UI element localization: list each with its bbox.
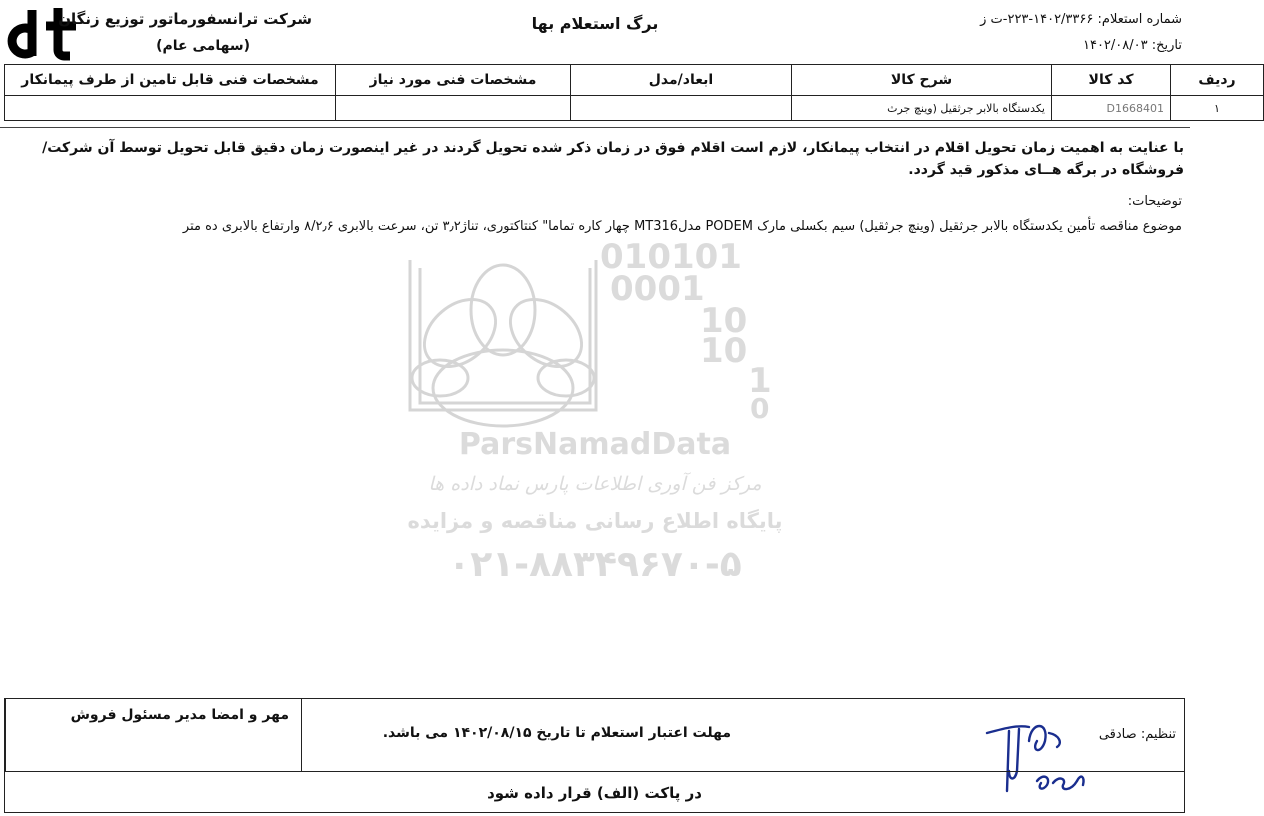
- inquiry-date: [1083, 38, 1182, 53]
- inquiry-number: [980, 12, 1182, 27]
- prepared-by: [1099, 727, 1176, 742]
- items-table: [4, 64, 1264, 121]
- section-divider: [0, 127, 1190, 128]
- watermark-brand: ParsNamadData: [458, 427, 732, 462]
- col-row-number: ردیف: [1171, 65, 1264, 96]
- validity-cell: [301, 699, 839, 771]
- watermark-line1: مرکز فن آوری اطلاعات پارس نماد داده ها: [428, 473, 762, 495]
- watermark-binary-2: 0001: [610, 269, 705, 309]
- cell-required-specs: [336, 96, 571, 121]
- cell-description: یکدستگاه بالابر جرثقیل (وینچ جرث: [792, 96, 1052, 121]
- col-description: شرح کالا: [792, 65, 1052, 96]
- inquiry-date-value: ۱۴۰۲/۰۸/۰۳: [1082, 38, 1148, 53]
- envelope-instruction: در پاکت (الف) قرار داده شود: [5, 771, 1184, 813]
- watermark-binary-6: 0: [750, 392, 770, 425]
- inquiry-date-label: تاریخ:: [1151, 38, 1182, 53]
- watermark-line2: پایگاه اطلاع رسانی مناقصه و مزایده: [407, 509, 783, 533]
- cell-dimensions: [571, 96, 792, 121]
- validity-text: مهلت اعتبار استعلام تا تاریخ ۱۴۰۲/۰۸/۱۵ می باشد.: [382, 725, 731, 741]
- stamp-label: مهر و امضا مدیر مسئول فروش: [70, 707, 289, 723]
- watermark-phone: ۰۲۱-۸۸۳۴۹۶۷۰-۵: [448, 544, 742, 585]
- col-required-specs: مشخصات فنی مورد نیاز: [336, 65, 571, 96]
- table-row: [5, 96, 1264, 121]
- col-item-code: کد کالا: [1052, 65, 1171, 96]
- table-header-row: [5, 65, 1264, 96]
- prepared-by-name: صادقی: [1098, 727, 1137, 742]
- watermark-binary-1: 010101: [600, 237, 742, 277]
- inquiry-number-label: شماره استعلام:: [1097, 12, 1182, 27]
- col-supplier-specs: مشخصات فنی قابل تامین از طرف پیمانکار: [5, 65, 336, 96]
- watermark: [400, 238, 790, 588]
- company-type: (سهامی عام): [156, 38, 250, 54]
- cell-supplier-specs: [5, 96, 336, 121]
- cell-item-code: D1668401: [1052, 96, 1171, 121]
- watermark-binary-3: 10: [700, 301, 748, 341]
- prepared-by-label: تنظیم:: [1140, 727, 1176, 742]
- form-title: برگ استعلام بها: [531, 14, 659, 33]
- prepared-by-cell: [839, 699, 1184, 771]
- cell-row-number: ۱: [1171, 96, 1264, 121]
- description-text: موضوع مناقصه تأمین یکدستگاه بالابر جرثقیل (وینچ جرثقیل) سیم بکسلی مارک PODEM مدلMT316 چهار کاره تماما" کنتاکتوری، تناژ۳٫۲ تن، سرعت بالابری ۸/۲٫۶ وارتفاع بالابری ده متر: [182, 219, 1182, 234]
- company-name: شرکت ترانسفورماتور توزیع زنگان: [58, 10, 312, 28]
- delivery-notice: با عنایت به اهمیت زمان تحویل اقلام در انتخاب پیمانکار، لازم است اقلام فوق در زمان ذکر شده تحویل گردند در غیر اینصورت زمان دقیق قابل تحویل توسط آن شرکت/فروشگاه در برگه هــای مذکور قید گردد.: [42, 140, 1184, 178]
- footer-box: [4, 698, 1185, 813]
- inquiry-number-value: ۱۴۰۲/۳۳۶۶-۲۲۳-ت ز: [980, 12, 1094, 27]
- description-label: توضیحات:: [1127, 194, 1182, 209]
- stamp-cell: [5, 699, 301, 771]
- col-dimensions: ابعاد/مدل: [571, 65, 792, 96]
- watermark-binary-4: 10: [700, 331, 748, 371]
- watermark-binary-5: 1: [748, 361, 772, 401]
